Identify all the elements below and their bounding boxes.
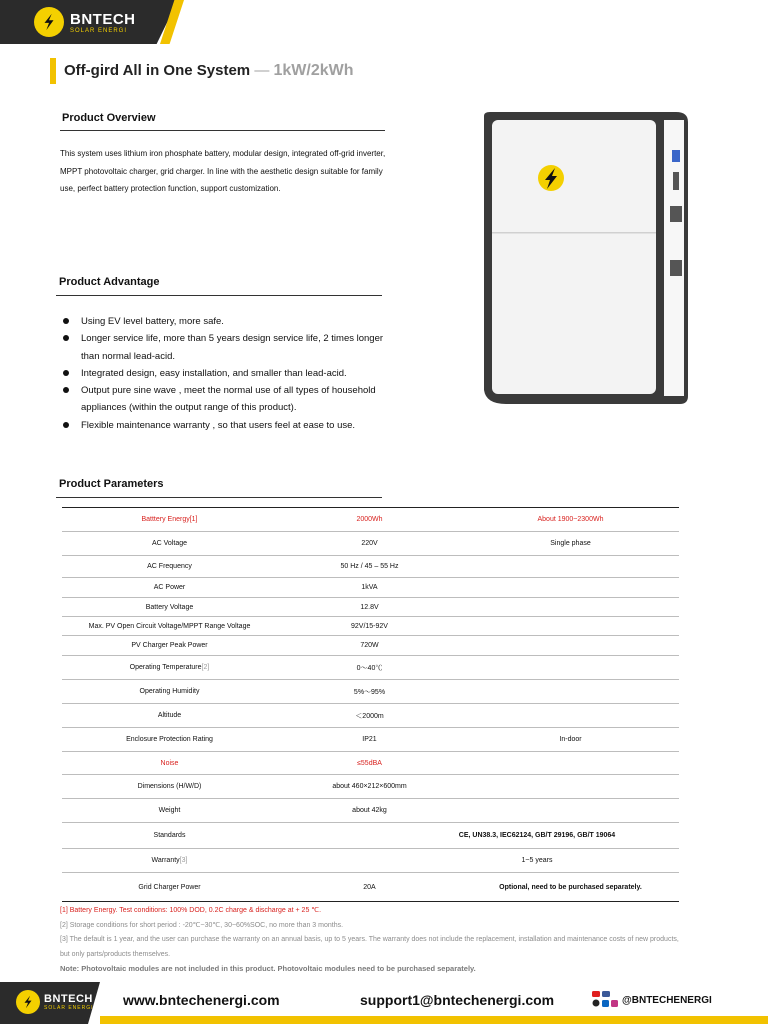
param-extra bbox=[462, 617, 679, 636]
footer-email[interactable]: support1@bntechenergi.com bbox=[360, 992, 555, 1008]
footnote-note: Note: Photovoltaic modules are not included in this product. Photovoltaic modules need to be purchased separately. bbox=[60, 964, 476, 973]
param-label: Altitude bbox=[62, 704, 277, 728]
param-value: CE, UN38.3, IEC62124, GB/T 29196, GB/T 19064 bbox=[277, 823, 679, 849]
param-value: 720W bbox=[277, 636, 462, 656]
param-label: Batttery Energy[1] bbox=[62, 508, 277, 532]
table-row bbox=[62, 556, 679, 578]
param-label: Dimensions (H/W/D) bbox=[62, 775, 277, 799]
table-row bbox=[62, 873, 679, 902]
title-marker bbox=[50, 58, 56, 84]
footer-social-handle[interactable]: @BNTECHENERGI bbox=[622, 994, 712, 1006]
product-image bbox=[476, 110, 690, 406]
parameters-divider bbox=[56, 497, 382, 498]
footnote-1: [1] Battery Energy. Test conditions: 100% DOD, 0.2C charge & discharge at + 25 ℃. bbox=[60, 907, 322, 914]
param-value: 5%～95% bbox=[277, 680, 462, 704]
overview-divider bbox=[60, 130, 385, 131]
advantage-divider bbox=[56, 295, 382, 296]
title-dash: — bbox=[254, 62, 270, 79]
param-value: 220V bbox=[277, 532, 462, 556]
list-item: Using EV level battery, more safe. bbox=[62, 313, 392, 330]
param-extra bbox=[462, 598, 679, 617]
list-item: Longer service life, more than 5 years design service life, 2 times longer than normal lead-acid. bbox=[62, 330, 392, 365]
param-extra bbox=[462, 556, 679, 578]
table-row bbox=[62, 775, 679, 799]
param-value: about 460×212×600mm bbox=[277, 775, 462, 799]
param-value: 12.8V bbox=[277, 598, 462, 617]
param-label: Weight bbox=[62, 799, 277, 823]
param-label: Noise bbox=[62, 752, 277, 775]
param-extra bbox=[462, 704, 679, 728]
param-extra bbox=[462, 578, 679, 598]
table-row bbox=[62, 532, 679, 556]
table-row bbox=[62, 578, 679, 598]
param-extra: In-door bbox=[462, 728, 679, 752]
list-item: Integrated design, easy installation, and smaller than lead-acid. bbox=[62, 365, 392, 382]
advantage-list bbox=[62, 313, 392, 434]
param-label: Max. PV Open Circuit Voltage/MPPT Range Voltage bbox=[62, 617, 277, 636]
param-label: Operating Humidity bbox=[62, 680, 277, 704]
param-label: AC Power bbox=[62, 578, 277, 598]
lightning-icon bbox=[34, 7, 64, 37]
advantage-heading: Product Advantage bbox=[59, 276, 160, 288]
table-row bbox=[62, 636, 679, 656]
table-row bbox=[62, 656, 679, 680]
social-icons bbox=[592, 991, 618, 1009]
param-extra bbox=[462, 752, 679, 775]
param-value: 0～40℃ bbox=[277, 656, 462, 680]
footer-accent-bar bbox=[100, 1016, 768, 1024]
logo-sub: SOLAR ENERGI bbox=[70, 27, 128, 34]
param-value: about 42kg bbox=[277, 799, 462, 823]
param-extra: Single phase bbox=[462, 532, 679, 556]
param-label: Operating Temperature[2] bbox=[62, 656, 277, 680]
param-extra bbox=[462, 656, 679, 680]
param-value: 20A bbox=[277, 873, 462, 902]
param-label: Warranty[3] bbox=[62, 849, 277, 873]
table-row bbox=[62, 799, 679, 823]
table-row bbox=[62, 704, 679, 728]
footer-website[interactable]: www.bntechenergi.com bbox=[123, 992, 280, 1008]
param-label: Grid Charger Power bbox=[62, 873, 277, 902]
list-item: Output pure sine wave , meet the normal use of all types of household appliances (within the output range of this product). bbox=[62, 382, 392, 417]
param-label: Standards bbox=[62, 823, 277, 849]
table-row bbox=[62, 617, 679, 636]
table-row bbox=[62, 849, 679, 873]
param-extra: Optional, need to be purchased separately. bbox=[462, 873, 679, 902]
param-label: Enclosure Protection Rating bbox=[62, 728, 277, 752]
param-extra: About 1900~2300Wh bbox=[462, 508, 679, 532]
param-value: 92V/15-92V bbox=[277, 617, 462, 636]
title-main: Off-gird All in One System bbox=[64, 62, 251, 79]
title-capacity: 1kW/2kWh bbox=[273, 62, 354, 79]
table-row bbox=[62, 598, 679, 617]
footnote-3: [3] The default is 1 year, and the user can purchase the warranty on an annual basis, up to 5 years. The warranty does not include the replacement, installation and maintenance costs of new products, but only parts/products themselves. bbox=[60, 936, 679, 958]
table-row bbox=[62, 752, 679, 775]
param-label: AC Voltage bbox=[62, 532, 277, 556]
logo-name: BNTECH bbox=[70, 10, 136, 28]
header-logo bbox=[34, 7, 136, 37]
page-title bbox=[64, 62, 354, 80]
param-extra bbox=[462, 799, 679, 823]
footer-logo-name: BNTECH bbox=[44, 993, 93, 1005]
param-value: 1~5 years bbox=[277, 849, 679, 873]
param-label: PV Charger Peak Power bbox=[62, 636, 277, 656]
footer-logo bbox=[16, 990, 94, 1014]
param-label: Battery Voltage bbox=[62, 598, 277, 617]
param-extra bbox=[462, 636, 679, 656]
footnote-2: [2] Storage conditions for short period : -20℃~30℃, 30~60%SOC, no more than 3 months. bbox=[60, 921, 344, 929]
overview-heading: Product Overview bbox=[62, 112, 156, 124]
param-extra bbox=[462, 680, 679, 704]
lightning-icon bbox=[16, 990, 40, 1014]
param-value: 1kVA bbox=[277, 578, 462, 598]
table-row bbox=[62, 823, 679, 849]
param-extra bbox=[462, 775, 679, 799]
footnotes bbox=[60, 904, 680, 977]
footer-logo-sub: SOLAR ENERGI bbox=[44, 1005, 94, 1011]
param-value: ≤55dBA bbox=[277, 752, 462, 775]
param-value: ＜2000m bbox=[277, 704, 462, 728]
param-value: IP21 bbox=[277, 728, 462, 752]
param-value: 50 Hz / 45 – 55 Hz bbox=[277, 556, 462, 578]
param-value: 2000Wh bbox=[277, 508, 462, 532]
footer-social bbox=[592, 991, 712, 1009]
table-row bbox=[62, 508, 679, 532]
table-row bbox=[62, 680, 679, 704]
parameters-table bbox=[62, 507, 679, 902]
param-label: AC Frequency bbox=[62, 556, 277, 578]
list-item: Flexible maintenance warranty , so that users feel at ease to use. bbox=[62, 417, 392, 434]
overview-text: This system uses lithium iron phosphate battery, modular design, integrated off-grid inverter, MPPT photovoltaic charger, grid charger. In line with the aesthetic design suitable for family use, perfect battery protection function, support customization. bbox=[60, 149, 386, 193]
table-row bbox=[62, 728, 679, 752]
parameters-heading: Product Parameters bbox=[59, 478, 164, 490]
